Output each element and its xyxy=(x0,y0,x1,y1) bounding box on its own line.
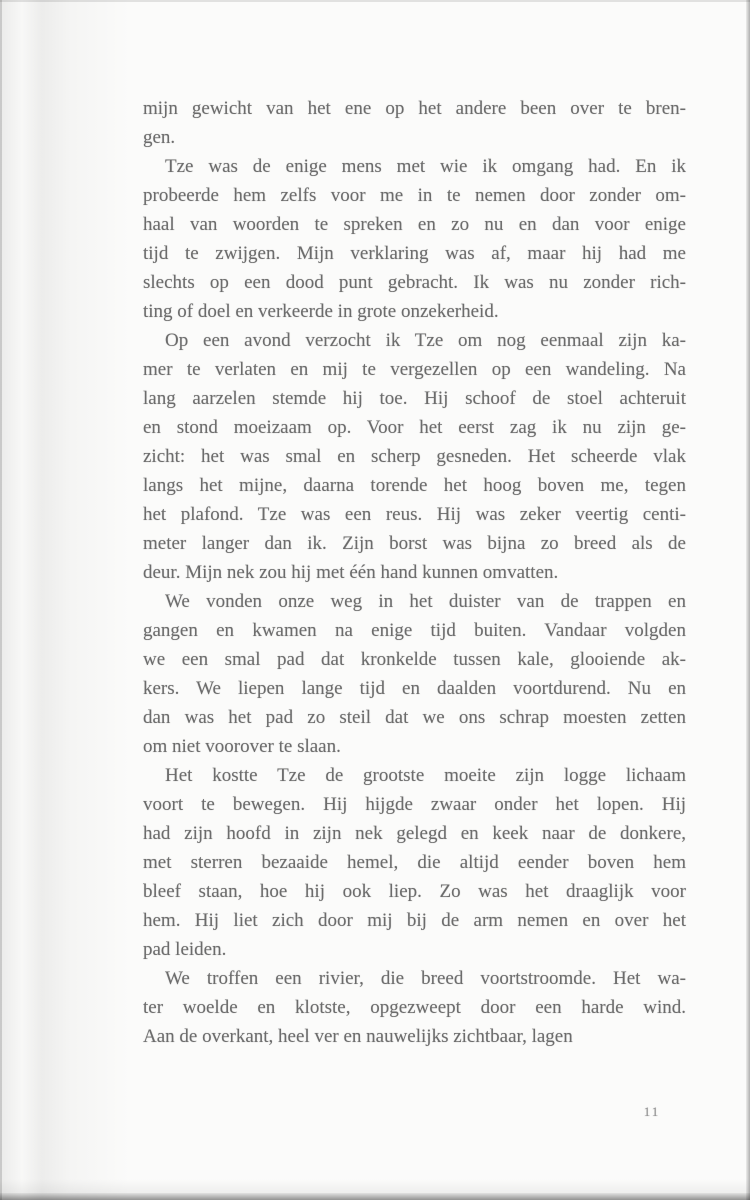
text-line: voort te bewegen. Hij hijgde zwaar onder het lopen. Hij xyxy=(143,794,686,815)
text-line: haal van woorden te spreken en zo nu en dan voor enige xyxy=(143,214,686,235)
text-line: en stond moeizaam op. Voor het eerst zag ik nu zijn ge- xyxy=(143,417,686,438)
text-line: Tze was de enige mens met wie ik omgang had. En ik xyxy=(165,156,686,177)
text-line: ting of doel en verkeerde in grote onzekerheid. xyxy=(143,301,499,322)
scan-edge-right xyxy=(746,0,750,1200)
bottom-shadow xyxy=(0,1179,750,1193)
text-line: het plafond. Tze was een reus. Hij was zeker veertig centi- xyxy=(143,504,686,525)
text-line: deur. Mijn nek zou hij met één hand kunnen omvatten. xyxy=(143,562,559,583)
scan-edge-bottom xyxy=(0,1193,750,1200)
text-line: gen. xyxy=(143,127,176,148)
text-line: mijn gewicht van het ene op het andere been over te bren- xyxy=(143,98,686,119)
text-line: slechts op een dood punt gebracht. Ik was nu zonder rich- xyxy=(143,272,686,293)
text-line: tijd te zwijgen. Mijn verklaring was af, maar hij had me xyxy=(143,243,686,264)
text-line: mer te verlaten en mij te vergezellen op een wandeling. Na xyxy=(143,359,686,380)
text-line: Het kostte Tze de grootste moeite zijn logge lichaam xyxy=(165,765,686,786)
body-text xyxy=(143,94,686,1051)
text-line: hem. Hij liet zich door mij bij de arm nemen en over het xyxy=(143,910,686,931)
text-line: om niet voorover te slaan. xyxy=(143,736,341,757)
text-line: We vonden onze weg in het duister van de trappen en xyxy=(165,591,686,612)
text-line: probeerde hem zelfs voor me in te nemen door zonder om- xyxy=(143,185,686,206)
scan-edge-left xyxy=(0,0,2,1200)
text-line: dan was het pad zo steil dat we ons schrap moesten zetten xyxy=(143,707,686,728)
text-line: Op een avond verzocht ik Tze om nog eenmaal zijn ka- xyxy=(165,330,686,351)
text-line: kers. We liepen lange tijd en daalden voortdurend. Nu en xyxy=(143,678,686,699)
text-line: ter woelde en klotste, opgezweept door een harde wind. xyxy=(143,997,686,1018)
text-line: langs het mijne, daarna torende het hoog boven me, tegen xyxy=(143,475,686,496)
text-line: met sterren bezaaide hemel, die altijd eender boven hem xyxy=(143,852,686,873)
text-line: meter langer dan ik. Zijn borst was bijna zo breed als de xyxy=(143,533,686,554)
text-line: bleef staan, hoe hij ook liep. Zo was het draaglijk voor xyxy=(143,881,686,902)
text-line: pad leiden. xyxy=(143,939,227,960)
text-line: we een smal pad dat kronkelde tussen kale, glooiende ak- xyxy=(143,649,686,670)
scan-edge-top xyxy=(0,0,750,2)
text-line: had zijn hoofd in zijn nek gelegd en keek naar de donkere, xyxy=(143,823,686,844)
text-line: Aan de overkant, heel ver en nauwelijks zichtbaar, lagen xyxy=(143,1026,573,1047)
text-line: lang aarzelen stemde hij toe. Hij schoof de stoel achteruit xyxy=(143,388,686,409)
binding-shadow xyxy=(0,0,135,1200)
text-line: zicht: het was smal en scherp gesneden. Het scheerde vlak xyxy=(143,446,686,467)
page-number: 11 xyxy=(643,1104,661,1119)
text-line: We troffen een rivier, die breed voortstroomde. Het wa- xyxy=(165,968,686,989)
text-line: gangen en kwamen na enige tijd buiten. Vandaar volgden xyxy=(143,620,686,641)
